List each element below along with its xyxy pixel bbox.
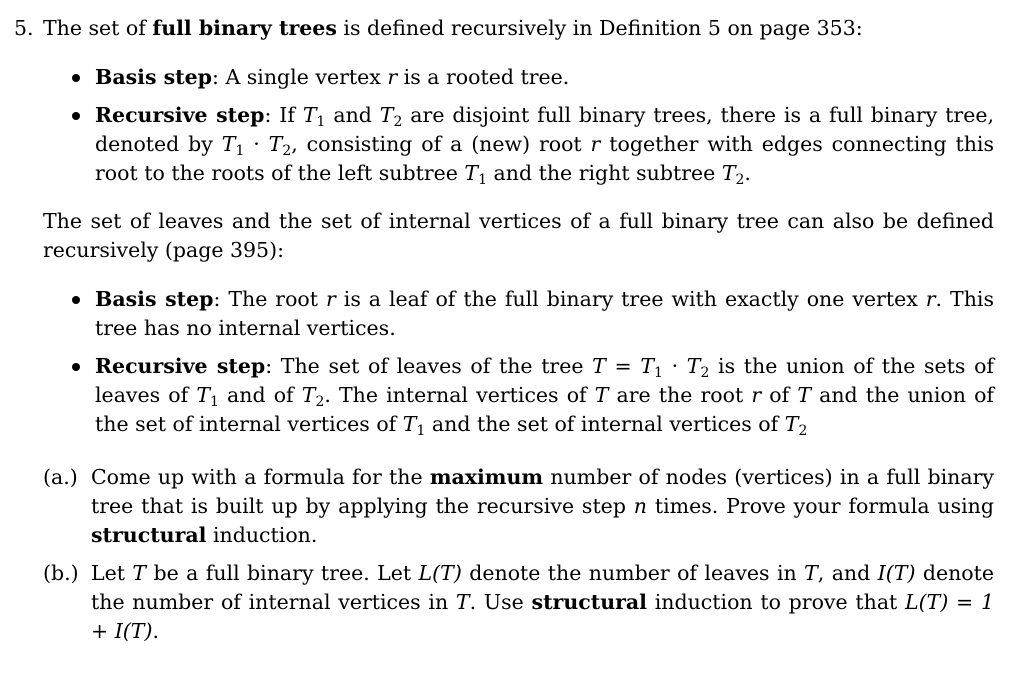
bullet-icon [72, 363, 80, 371]
term-full-binary-trees: full binary trees [152, 16, 337, 40]
question-parts [14, 463, 994, 646]
leaves-recursive-item: Recursive step: The set of leaves of the tree $T = T_1 \cdot T_2$ is the union of the sets of leaves of $T_1$ and of $T_2$. The internal vertices of T are the root r of T and the union of the set of internal vertices of $T_1$ and the set of internal vertices of $T_2$ [14, 352, 994, 439]
formula-lt-equals: L(T) = 1 + I(T) [91, 590, 995, 643]
part-a-label: (a.) [43, 465, 78, 489]
problem-header: 5. The set of full binary trees is defined recursively in Definition 5 on page 353: [14, 14, 994, 43]
bullet-icon [72, 112, 80, 120]
part-b: (b.) Let T be a full binary tree. Let L(T) denote the number of leaves in T, and I(T) denote the number of internal vertices in T. Use structural induction to prove that L(T) = 1 + I(T). [43, 561, 995, 643]
leaves-definition-list [14, 285, 994, 439]
recursive-step-item: Recursive step: If $T_1$ and $T_2$ are disjoint full binary trees, there is a full binary tree, denoted by $T_1 \cdot T_2$, consisting of a (new) root r together with edges connecting this root to the roots of the left subtree $T_1$ and the right subtree $T_2$. [14, 101, 994, 188]
problem-5 [14, 14, 994, 646]
bullet-icon [72, 296, 80, 304]
problem-number: 5. [14, 16, 34, 40]
part-b-label: (b.) [43, 561, 79, 585]
leaves-basis-item: Basis step: The root r is a leaf of the full binary tree with exactly one vertex r. This tree has no internal vertices. [14, 285, 994, 343]
bullet-icon [72, 74, 80, 82]
basis-step-item: Basis step: A single vertex r is a rooted tree. [14, 63, 994, 92]
definition-list [14, 63, 994, 188]
part-a: (a.) Come up with a formula for the maximum number of nodes (vertices) in a full binary tree that is built up by applying the recursive step n times. Prove your formula using structural induction. [43, 465, 994, 547]
leaves-paragraph: The set of leaves and the set of internal vertices of a full binary tree can also be defined recursively (page 395): [43, 209, 994, 262]
